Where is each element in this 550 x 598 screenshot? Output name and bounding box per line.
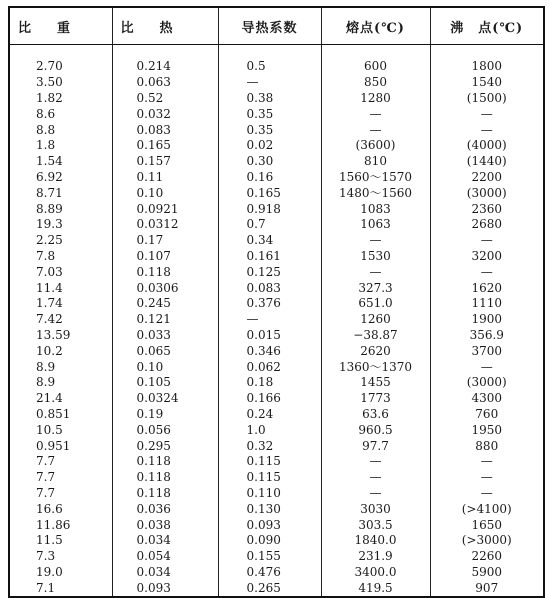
header-specific-gravity: 比 重	[9, 7, 112, 45]
table-row	[9, 391, 544, 407]
cell-boiling-point: —	[430, 454, 544, 470]
cell-specific-heat: 0.19	[112, 407, 218, 423]
cell-specific-gravity: 19.0	[9, 565, 112, 581]
table-row	[9, 517, 544, 533]
cell-specific-gravity: 6.92	[9, 170, 112, 186]
cell-boiling-point: 356.9	[430, 328, 544, 344]
table-row	[9, 565, 544, 581]
table-row	[9, 170, 544, 186]
cell-boiling-point: —	[430, 486, 544, 502]
cell-boiling-point: 760	[430, 407, 544, 423]
cell-thermal-conductivity: 0.110	[218, 486, 321, 502]
cell-specific-gravity: 10.5	[9, 422, 112, 438]
cell-melting-point: 850	[321, 75, 430, 91]
cell-specific-gravity: 1.8	[9, 138, 112, 154]
table-row	[9, 501, 544, 517]
cell-specific-gravity: 7.8	[9, 249, 112, 265]
cell-specific-gravity: 7.7	[9, 454, 112, 470]
cell-boiling-point: 1110	[430, 296, 544, 312]
table-row	[9, 422, 544, 438]
cell-boiling-point: 2260	[430, 549, 544, 565]
cell-thermal-conductivity: 0.38	[218, 91, 321, 107]
header-specific-heat: 比 热	[112, 7, 218, 45]
table-row	[9, 359, 544, 375]
cell-specific-gravity: 1.74	[9, 296, 112, 312]
cell-specific-heat: 0.036	[112, 501, 218, 517]
table-row	[9, 75, 544, 91]
cell-thermal-conductivity: 1.0	[218, 422, 321, 438]
cell-specific-gravity: 8.6	[9, 106, 112, 122]
cell-melting-point: 327.3	[321, 280, 430, 296]
cell-specific-heat: 0.056	[112, 422, 218, 438]
table-row	[9, 470, 544, 486]
cell-thermal-conductivity: 0.265	[218, 580, 321, 597]
table-row	[9, 264, 544, 280]
table-row	[9, 328, 544, 344]
cell-melting-point: 600	[321, 59, 430, 75]
cell-melting-point: —	[321, 264, 430, 280]
cell-melting-point: —	[321, 106, 430, 122]
cell-specific-heat: 0.034	[112, 565, 218, 581]
cell-specific-heat: 0.214	[112, 59, 218, 75]
table-row	[9, 280, 544, 296]
cell-specific-heat: 0.245	[112, 296, 218, 312]
cell-melting-point: 1840.0	[321, 533, 430, 549]
cell-melting-point: —	[321, 486, 430, 502]
cell-boiling-point: 1950	[430, 422, 544, 438]
cell-specific-gravity: 7.3	[9, 549, 112, 565]
cell-specific-heat: 0.11	[112, 170, 218, 186]
cell-melting-point: 3400.0	[321, 565, 430, 581]
cell-specific-gravity: 0.951	[9, 438, 112, 454]
cell-specific-heat: 0.0312	[112, 217, 218, 233]
cell-specific-gravity: 7.1	[9, 580, 112, 597]
cell-thermal-conductivity: 0.32	[218, 438, 321, 454]
table-row	[9, 533, 544, 549]
table-header	[9, 7, 544, 45]
cell-melting-point: 1530	[321, 249, 430, 265]
cell-boiling-point: —	[430, 470, 544, 486]
header-boiling-point: 沸 点(℃)	[430, 7, 544, 45]
cell-specific-gravity: 8.9	[9, 359, 112, 375]
cell-specific-heat: 0.157	[112, 154, 218, 170]
cell-boiling-point: 3700	[430, 343, 544, 359]
table-row	[9, 296, 544, 312]
table-row	[9, 185, 544, 201]
cell-melting-point: 1773	[321, 391, 430, 407]
cell-thermal-conductivity: 0.5	[218, 59, 321, 75]
cell-melting-point: —	[321, 233, 430, 249]
cell-melting-point: 651.0	[321, 296, 430, 312]
table-row	[9, 407, 544, 423]
cell-melting-point: 3030	[321, 501, 430, 517]
cell-specific-gravity: 13.59	[9, 328, 112, 344]
cell-melting-point: 2620	[321, 343, 430, 359]
cell-melting-point: 1280	[321, 91, 430, 107]
cell-thermal-conductivity: 0.115	[218, 470, 321, 486]
table-row	[9, 233, 544, 249]
cell-specific-heat: 0.105	[112, 375, 218, 391]
cell-melting-point: —	[321, 470, 430, 486]
cell-boiling-point: (>3000)	[430, 533, 544, 549]
cell-boiling-point: 5900	[430, 565, 544, 581]
cell-specific-heat: 0.118	[112, 264, 218, 280]
cell-specific-gravity: 8.89	[9, 201, 112, 217]
table-row	[9, 91, 544, 107]
cell-thermal-conductivity: —	[218, 75, 321, 91]
cell-boiling-point: 907	[430, 580, 544, 597]
cell-specific-heat: 0.054	[112, 549, 218, 565]
cell-specific-heat: 0.032	[112, 106, 218, 122]
cell-thermal-conductivity: 0.166	[218, 391, 321, 407]
cell-melting-point: 1455	[321, 375, 430, 391]
cell-thermal-conductivity: 0.161	[218, 249, 321, 265]
cell-boiling-point: 2360	[430, 201, 544, 217]
properties-table	[8, 6, 545, 598]
cell-thermal-conductivity: 0.7	[218, 217, 321, 233]
cell-boiling-point: (3000)	[430, 375, 544, 391]
cell-melting-point: 1063	[321, 217, 430, 233]
cell-specific-heat: 0.118	[112, 470, 218, 486]
cell-boiling-point: 1900	[430, 312, 544, 328]
cell-boiling-point: 1540	[430, 75, 544, 91]
cell-boiling-point: 1650	[430, 517, 544, 533]
cell-specific-gravity: 2.70	[9, 59, 112, 75]
table-row	[9, 486, 544, 502]
table-row	[9, 549, 544, 565]
cell-specific-heat: 0.033	[112, 328, 218, 344]
cell-thermal-conductivity: 0.090	[218, 533, 321, 549]
cell-thermal-conductivity: 0.24	[218, 407, 321, 423]
cell-thermal-conductivity: 0.015	[218, 328, 321, 344]
cell-specific-heat: 0.10	[112, 359, 218, 375]
cell-specific-heat: 0.118	[112, 454, 218, 470]
cell-melting-point: 1260	[321, 312, 430, 328]
table-row	[9, 438, 544, 454]
cell-specific-gravity: 11.5	[9, 533, 112, 549]
cell-melting-point: 1560～1570	[321, 170, 430, 186]
cell-melting-point: 1360～1370	[321, 359, 430, 375]
cell-specific-gravity: 10.2	[9, 343, 112, 359]
cell-melting-point: −38.87	[321, 328, 430, 344]
cell-specific-gravity: 8.9	[9, 375, 112, 391]
cell-boiling-point: 1800	[430, 59, 544, 75]
cell-specific-gravity: 16.6	[9, 501, 112, 517]
cell-boiling-point: (4000)	[430, 138, 544, 154]
cell-specific-gravity: 7.03	[9, 264, 112, 280]
cell-melting-point: 1480～1560	[321, 185, 430, 201]
cell-boiling-point: (>4100)	[430, 501, 544, 517]
cell-specific-heat: 0.10	[112, 185, 218, 201]
cell-thermal-conductivity: 0.376	[218, 296, 321, 312]
cell-thermal-conductivity: 0.16	[218, 170, 321, 186]
cell-specific-heat: 0.034	[112, 533, 218, 549]
cell-thermal-conductivity: 0.918	[218, 201, 321, 217]
cell-boiling-point: 880	[430, 438, 544, 454]
cell-specific-heat: 0.0306	[112, 280, 218, 296]
cell-specific-gravity: 7.7	[9, 470, 112, 486]
table-row	[9, 343, 544, 359]
cell-melting-point: 1083	[321, 201, 430, 217]
table-row	[9, 312, 544, 328]
cell-specific-heat: 0.295	[112, 438, 218, 454]
cell-boiling-point: 4300	[430, 391, 544, 407]
cell-melting-point: —	[321, 454, 430, 470]
cell-boiling-point: (1500)	[430, 91, 544, 107]
cell-melting-point: 303.5	[321, 517, 430, 533]
cell-melting-point: 810	[321, 154, 430, 170]
cell-specific-gravity: 11.4	[9, 280, 112, 296]
cell-thermal-conductivity: 0.130	[218, 501, 321, 517]
spacer-row	[9, 45, 544, 60]
table-row	[9, 454, 544, 470]
cell-thermal-conductivity: 0.155	[218, 549, 321, 565]
cell-specific-heat: 0.52	[112, 91, 218, 107]
cell-specific-heat: 0.063	[112, 75, 218, 91]
cell-thermal-conductivity: 0.165	[218, 185, 321, 201]
cell-boiling-point: 2680	[430, 217, 544, 233]
table-row	[9, 249, 544, 265]
cell-specific-heat: 0.165	[112, 138, 218, 154]
cell-thermal-conductivity: 0.083	[218, 280, 321, 296]
cell-specific-gravity: 7.42	[9, 312, 112, 328]
cell-boiling-point: 3200	[430, 249, 544, 265]
table-row	[9, 106, 544, 122]
cell-specific-gravity: 2.25	[9, 233, 112, 249]
cell-thermal-conductivity: 0.35	[218, 122, 321, 138]
cell-specific-heat: 0.065	[112, 343, 218, 359]
cell-thermal-conductivity: 0.02	[218, 138, 321, 154]
header-thermal-conductivity: 导热系数	[218, 7, 321, 45]
cell-melting-point: 97.7	[321, 438, 430, 454]
cell-thermal-conductivity: 0.35	[218, 106, 321, 122]
cell-thermal-conductivity: 0.125	[218, 264, 321, 280]
cell-boiling-point: —	[430, 122, 544, 138]
cell-specific-gravity: 21.4	[9, 391, 112, 407]
cell-specific-heat: 0.17	[112, 233, 218, 249]
cell-specific-heat: 0.0921	[112, 201, 218, 217]
cell-boiling-point: (3000)	[430, 185, 544, 201]
header-row	[9, 7, 544, 45]
cell-specific-gravity: 8.71	[9, 185, 112, 201]
table-row	[9, 138, 544, 154]
cell-specific-heat: 0.038	[112, 517, 218, 533]
cell-specific-heat: 0.107	[112, 249, 218, 265]
cell-boiling-point: —	[430, 106, 544, 122]
cell-thermal-conductivity: 0.18	[218, 375, 321, 391]
cell-specific-heat: 0.083	[112, 122, 218, 138]
cell-melting-point: 63.6	[321, 407, 430, 423]
cell-specific-heat: 0.121	[112, 312, 218, 328]
cell-melting-point: 419.5	[321, 580, 430, 597]
cell-specific-heat: 0.118	[112, 486, 218, 502]
table-row	[9, 154, 544, 170]
table-row	[9, 375, 544, 391]
cell-specific-gravity: 3.50	[9, 75, 112, 91]
cell-specific-gravity: 8.8	[9, 122, 112, 138]
cell-thermal-conductivity: 0.476	[218, 565, 321, 581]
cell-boiling-point: 2200	[430, 170, 544, 186]
cell-thermal-conductivity: 0.115	[218, 454, 321, 470]
table-row	[9, 122, 544, 138]
cell-specific-gravity: 19.3	[9, 217, 112, 233]
cell-specific-gravity: 7.7	[9, 486, 112, 502]
cell-melting-point: (3600)	[321, 138, 430, 154]
cell-boiling-point: —	[430, 359, 544, 375]
cell-specific-gravity: 1.82	[9, 91, 112, 107]
table-row	[9, 580, 544, 597]
table-row	[9, 217, 544, 233]
cell-thermal-conductivity: 0.346	[218, 343, 321, 359]
table-row	[9, 59, 544, 75]
table-body	[9, 45, 544, 598]
table-row	[9, 201, 544, 217]
cell-thermal-conductivity: —	[218, 312, 321, 328]
cell-boiling-point: 1620	[430, 280, 544, 296]
cell-melting-point: 960.5	[321, 422, 430, 438]
cell-thermal-conductivity: 0.062	[218, 359, 321, 375]
cell-boiling-point: —	[430, 233, 544, 249]
cell-specific-gravity: 0.851	[9, 407, 112, 423]
header-melting-point: 熔点(℃)	[321, 7, 430, 45]
cell-boiling-point: —	[430, 264, 544, 280]
cell-boiling-point: (1440)	[430, 154, 544, 170]
cell-specific-gravity: 11.86	[9, 517, 112, 533]
cell-melting-point: —	[321, 122, 430, 138]
cell-specific-gravity: 1.54	[9, 154, 112, 170]
cell-thermal-conductivity: 0.34	[218, 233, 321, 249]
cell-melting-point: 231.9	[321, 549, 430, 565]
cell-thermal-conductivity: 0.30	[218, 154, 321, 170]
cell-specific-heat: 0.0324	[112, 391, 218, 407]
cell-thermal-conductivity: 0.093	[218, 517, 321, 533]
cell-specific-heat: 0.093	[112, 580, 218, 597]
